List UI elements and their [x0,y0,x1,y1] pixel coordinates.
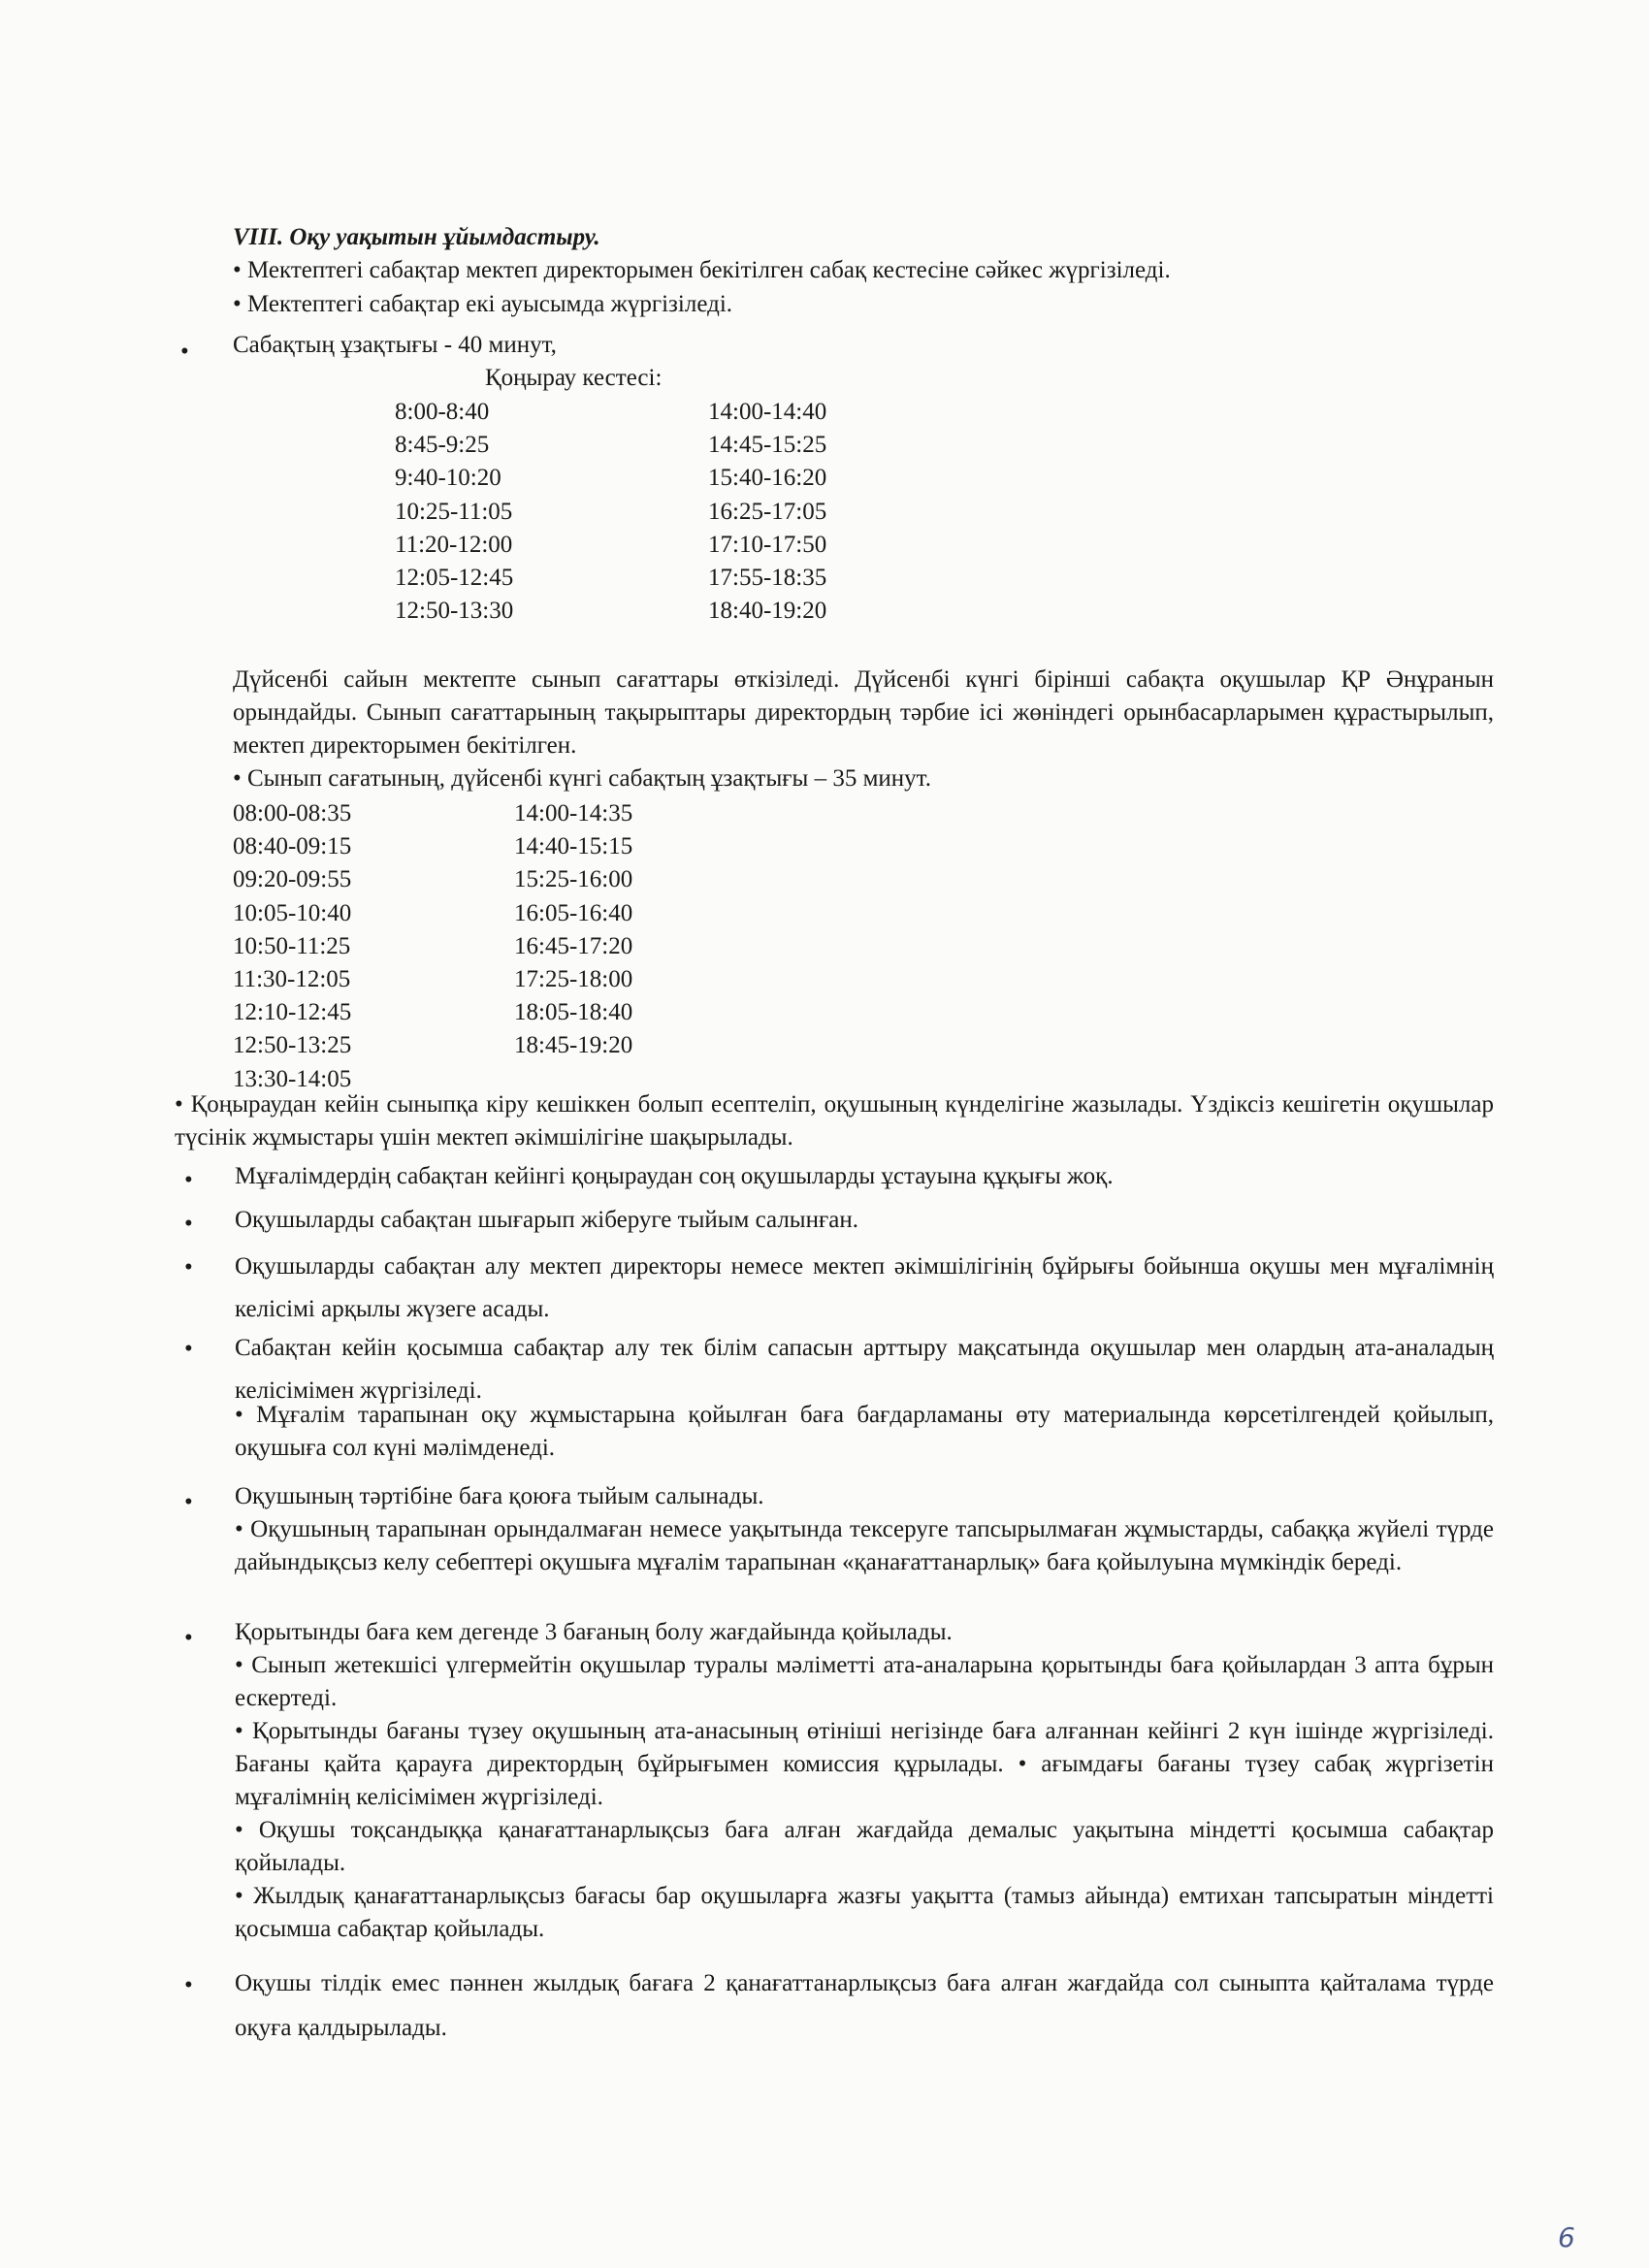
time-slot: 8:45-9:25 [395,432,490,459]
bullet-icon: • [184,1254,193,1280]
time-slot: 14:00-14:40 [708,399,827,425]
time-slot: 18:05-18:40 [514,999,633,1026]
bell-schedule-column-1 [395,396,513,628]
time-slot: 11:20-12:00 [395,531,513,558]
section-title: VIII. Оқу уақытын ұйымдастыру. [233,224,600,250]
rule-5-sub: • Оқушының тарапынан орындалмаған немесе уақытында тексеруге тапсырылмаған жұмыстарды, сабаққа жүйелі түрде дайындықсыз келу себептері оқушыға мұғалім тарапынан «қанағаттанарлық» баға қойылуына мүмкіндік береді. [235,1516,1494,1575]
time-slot: 9:40-10:20 [395,465,501,492]
page-number: 6 [1558,2221,1575,2253]
time-slot: 17:25-18:00 [514,966,633,993]
rule-3: Оқушыларды сабақтан алу мектеп директоры немесе мектеп әкімшілігінің бұйрығы бойынша оқушы мен мұғалімнің келісімі арқылы жүзеге асады. [235,1253,1494,1322]
time-slot: 12:50-13:25 [233,1032,352,1059]
time-slot: 12:05-12:45 [395,565,514,592]
time-slot: 08:00-08:35 [233,800,352,826]
time-slot: 17:55-18:35 [708,565,827,592]
time-slot: 16:25-17:05 [708,498,827,525]
monday-schedule-column-2 [514,797,632,1063]
time-slot: 17:10-17:50 [708,531,827,558]
time-slot: 11:30-12:05 [233,966,351,993]
rule-6: Қорытынды баға кем дегенде 3 бағаның болу жағдайында қойылады. [235,1619,953,1645]
bell-schedule-title: Қоңырау кестесі: [485,365,663,391]
bullet-icon: • [184,1336,193,1362]
bullet-icon: • [184,1972,193,1998]
rule-6-sub-4: • Жылдық қанағаттанарлықсыз бағасы бар оқушыларға жазғы уақытта (тамыз айында) емтихан тапсыратын міндетті қосымша сабақтар қойылады. [235,1883,1494,1942]
time-slot: 14:00-14:35 [514,800,633,826]
bullet-icon: • [184,1211,193,1237]
rule-1: Мұғалімдердің сабақтан кейінгі қоңыраудан соң оқушыларды ұстауына құқығы жоқ. [235,1163,1114,1189]
time-slot: 16:05-16:40 [514,899,633,926]
bell-schedule-column-2 [708,396,826,628]
bullet-icon: • [180,339,189,365]
time-slot: 10:50-11:25 [233,932,351,959]
time-slot: 14:45-15:25 [708,432,827,459]
rule-4-sub: • Мұғалім тарапынан оқу жұмыстарына қойылған баға бағдарламаны өту материалында көрсетілгендей қойылып, оқушыға сол күні мәлімденеді. [235,1402,1494,1461]
rule-6-sub-1: • Сынып жетекшісі үлгермейтін оқушылар туралы мәліметті ата-аналарына қорытынды баға қойылардан 3 апта бұрын ескертеді. [235,1652,1494,1711]
time-slot: 12:10-12:45 [233,999,352,1026]
bullet-icon: • [184,1167,193,1193]
time-slot: 18:40-19:20 [708,598,827,625]
rule-6-sub-3: • Оқушы тоқсандыққа қанағаттанарлықсыз баға алған жағдайда демалыс уақытына міндетті қосымша сабақтар қойылады. [235,1817,1494,1876]
monday-schedule-column-1 [233,797,351,1096]
bullet-icon: • [184,1625,193,1651]
time-slot: 18:45-19:20 [514,1032,633,1059]
monday-duration: • Сынып сағатының, дүйсенбі күнгі сабақтың ұзақтығы – 35 минут. [233,765,931,792]
time-slot: 15:40-16:20 [708,465,827,492]
time-slot: 15:25-16:00 [514,866,633,893]
time-slot: 13:30-14:05 [233,1065,352,1092]
time-slot: 10:05-10:40 [233,899,352,926]
time-slot: 10:25-11:05 [395,498,513,525]
time-slot: 12:50-13:30 [395,598,514,625]
time-slot: 8:00-8:40 [395,399,490,425]
time-slot: 08:40-09:15 [233,833,352,860]
lesson-duration: Сабақтың ұзақтығы - 40 минут, [233,332,557,358]
rule-7: Оқушы тілдік емес пәннен жылдық бағаға 2 қанағаттанарлықсыз баға алған жағдайда сол сыныпта қайталама түрде оқуға қалдырылады. [235,1970,1494,2041]
late-arrival-paragraph: • Қоңыраудан кейін сыныпқа кіру кешіккен болып есептеліп, оқушының күнделігіне жазылады. Үздіксіз кешігетін оқушылар түсінік жұмыстары үшін мектеп әкімшілігіне шақырылады. [175,1091,1494,1150]
bullet-icon: • [184,1489,193,1515]
time-slot: 09:20-09:55 [233,866,352,893]
rule-5: Оқушының тәртібіне баға қоюға тыйым салынады. [235,1483,764,1509]
monday-paragraph: Дүйсенбі сайын мектепте сынып сағаттары өткізіледі. Дүйсенбі күнгі бірінші сабақта оқушылар ҚР Әнұранын орындайды. Сынып сағаттарының тақырыптары директордың тәрбие ісі жөніндегі орынбасарларымен құрастырылып, мектеп директорымен бекітілген. [233,666,1494,759]
intro-line-2: • Мектептегі сабақтар екі ауысымда жүргізіледі. [233,291,733,317]
intro-line-1: • Мектептегі сабақтар мектеп директорымен бекітілген сабақ кестесіне сәйкес жүргізіледі. [233,257,1171,283]
rule-2: Оқушыларды сабақтан шығарып жіберуге тыйым салынған. [235,1207,858,1233]
time-slot: 14:40-15:15 [514,833,633,860]
time-slot: 16:45-17:20 [514,932,633,959]
rule-6-sub-2: • Қорытынды бағаны түзеу оқушының ата-анасының өтініші негізінде баға алғаннан кейінгі 2 күн ішінде жүргізіледі. Бағаны қайта қарауға директордың бұйрығымен комиссия құрылады. • ағымдағы бағаны түзеу сабақ жүргізетін мұғалімнің келісімімен жүргізіледі. [235,1718,1494,1810]
rule-4: Сабақтан кейін қосымша сабақтар алу тек білім сапасын арттыру мақсатында оқушылар мен олардың ата-аналадың келісімімен жүргізіледі. [235,1335,1494,1404]
